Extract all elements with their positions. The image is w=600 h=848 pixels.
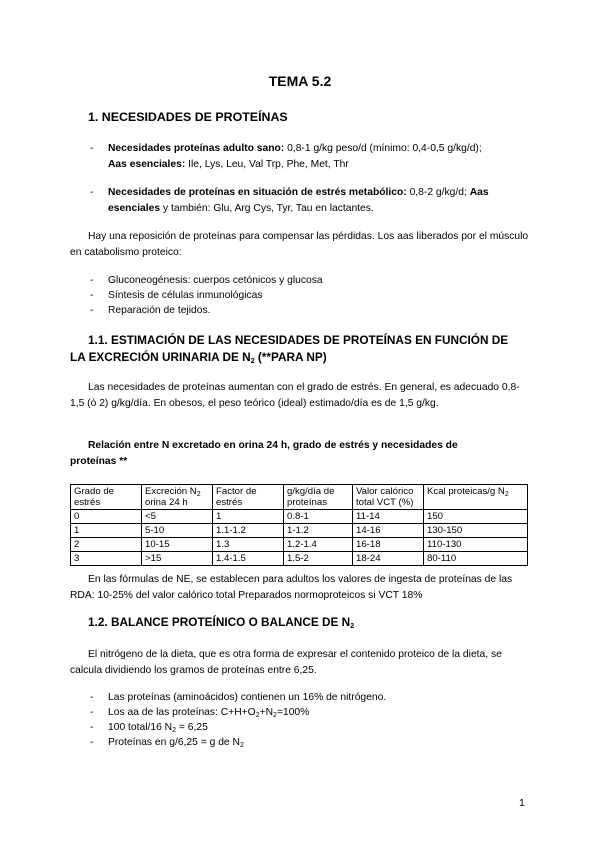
nitrogen-stress-table (70, 484, 528, 566)
table-cell: 0.8-1 (284, 510, 353, 524)
dash-bullet: - (90, 187, 94, 198)
table-cell: 16-18 (353, 538, 424, 552)
table-cell: 1.2-1.4 (284, 538, 353, 552)
section-1-2-heading: 1.2. BALANCE PROTEÍNICO O BALANCE DE $N_2$ (88, 615, 355, 630)
table-cell: 150 (424, 510, 528, 524)
dash-bullet: - (90, 707, 94, 718)
dash-bullet: - (90, 692, 94, 703)
header-cell: Factor de estrés (213, 485, 284, 510)
table-cell: 130-150 (424, 524, 528, 538)
table-cell: 3 (71, 552, 142, 566)
list-item: Gluconeogénesis: cuerpos cetónicos y glucosa (108, 275, 323, 286)
list-item: 100 total/16 $N_2 = 6,25$ (108, 722, 208, 734)
table-cell: 1-1.2 (284, 524, 353, 538)
paragraph-rda: En las fórmulas de NE, se establecen para adultos los valores de ingesta de proteínas de las RDA: 10-25% del valor calórico total Preparados normoproteicos si VCT 18% (70, 574, 513, 601)
table-caption-line2: proteínas ** (70, 456, 128, 467)
table-cell: 0 (71, 510, 142, 524)
list-item: Las proteínas (aminoácidos) contienen un 16% de nitrógeno. (108, 692, 387, 703)
section-1-heading: 1. NECESIDADES DE PROTEÍNAS (88, 110, 288, 124)
table-row (71, 552, 528, 566)
bullet-stress-needs: Necesidades de proteínas en situación de estrés metabólico: 0,8-2 g/kg/d; Aas esenciales y también: Glu, Arg Cys, Tyr, Tau en lactantes. (108, 187, 489, 214)
table-cell: 1 (71, 524, 142, 538)
list-item: Proteínas en g/6,25 = g de $N_2$ (108, 737, 244, 749)
table-cell: 1 (213, 510, 284, 524)
header-cell: g/kg/día de proteínas (284, 485, 353, 510)
page-title: TEMA 5.2 (268, 73, 332, 89)
header-cell: Valor calórico total VCT (%) (353, 485, 424, 510)
table-cell: 5-10 (142, 524, 213, 538)
table-cell: 1.5-2 (284, 552, 353, 566)
table-row (71, 524, 528, 538)
table-row (71, 510, 528, 524)
dash-bullet: - (90, 722, 94, 733)
dash-bullet: - (90, 290, 94, 301)
list-item: Los aa de las proteínas: $C+H+O_2+N_2=100\%$ (108, 707, 310, 719)
table-cell: 1.1-1.2 (213, 524, 284, 538)
section-1-1-heading-line2: LA EXCRECIÓN URINARIA DE $N_2$ (**PARA NP) (70, 350, 327, 365)
table-cell: 1.4-1.5 (213, 552, 284, 566)
table-cell: 110-130 (424, 538, 528, 552)
list-item: Síntesis de células inmunológicas (108, 290, 263, 301)
dash-bullet: - (90, 305, 94, 316)
paragraph-reposition: Hay una reposición de proteínas para compensar las pérdidas. Los aas liberados por el músculo en catabolismo proteico: (70, 231, 529, 258)
table-row (71, 538, 528, 552)
table-cell: 1.3 (213, 538, 284, 552)
table-cell: 80-110 (424, 552, 528, 566)
paragraph-stress-needs: Las necesidades de proteínas aumentan con el grado de estrés. En general, es adecuado 0,8-1,5 (ó 2) g/kg/día. En obesos, el peso teórico (ideal) estimado/día es de 1,5 g/kg. (70, 382, 520, 409)
page-number: 1 (519, 797, 525, 809)
table-header-row (71, 485, 528, 510)
section-1-1-heading-line1: 1.1. ESTIMACIÓN DE LAS NECESIDADES DE PROTEÍNAS EN FUNCIÓN DE (88, 333, 509, 347)
table-cell: 10-15 (142, 538, 213, 552)
table-cell: 2 (71, 538, 142, 552)
table-caption-line1: Relación entre N excretado en orina 24 h, grado de estrés y necesidades de (88, 440, 458, 451)
header-cell: Grado de estrés (71, 485, 142, 510)
table-cell: 18-24 (353, 552, 424, 566)
table-cell: 11-14 (353, 510, 424, 524)
dash-bullet: - (90, 143, 94, 154)
header-cell: Excreción $N_2$ orina 24 h (142, 485, 213, 510)
paragraph-nitrogen: El nitrógeno de la dieta, que es otra forma de expresar el contenido proteico de la dieta, se calcula dividiendo los gramos de proteínas entre 6,25. (70, 649, 502, 676)
table-cell: >15 (142, 552, 213, 566)
table-cell: 14-16 (353, 524, 424, 538)
table-cell: <5 (142, 510, 213, 524)
list-item: Reparación de tejidos. (108, 305, 211, 316)
header-cell: Kcal proteicas/g $N_2$ (424, 485, 528, 510)
dash-bullet: - (90, 275, 94, 286)
bullet-adult-needs: Necesidades proteínas adulto sano: 0,8-1 g/kg peso/d (mínimo: 0,4-0,5 g/kg/d); Aas esenciales: Ile, Lys, Leu, Val Trp, Phe, Met, Thr (108, 143, 482, 170)
dash-bullet: - (90, 737, 94, 748)
